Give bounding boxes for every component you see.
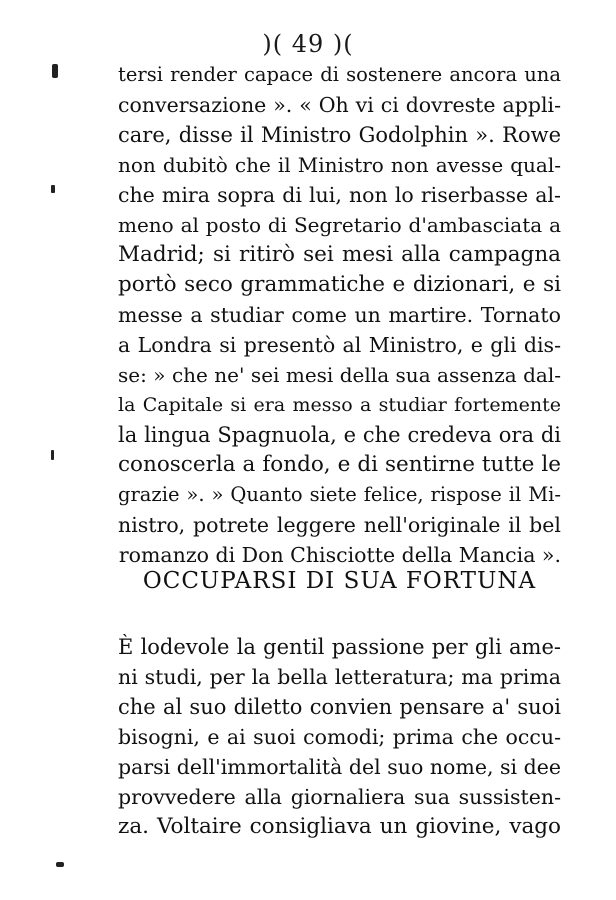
margin-mark: [56, 862, 64, 867]
text-line: la Capitale si era messo a studiar fortemente: [118, 394, 561, 416]
text-line: romanzo di Don Chisciotte della Mancia ».: [118, 543, 561, 567]
paragraph-2: [118, 632, 561, 842]
text-line: che al suo diletto convien pensare a' suoi: [118, 695, 561, 719]
margin-mark: [52, 64, 58, 78]
text-line: za. Voltaire consigliava un giovine, vago: [118, 814, 561, 839]
margin-mark: [51, 185, 55, 193]
text-line: meno al posto di Segretario d'ambasciata a: [118, 213, 561, 237]
text-line: bisogni, e ai suoi comodi; prima che occu-: [118, 725, 561, 749]
text-line: non dubitò che il Ministro non avesse qual-: [118, 153, 561, 177]
paragraph-1: [118, 60, 561, 570]
text-line: È lodevole la gentil passione per gli ame-: [118, 635, 561, 659]
text-line: conversazione ». « Oh vi ci dovreste appli-: [118, 93, 561, 117]
text-line: se: » che ne' sei mesi della sua assenza dal-: [118, 363, 561, 387]
text-line: la lingua Spagnuola, e che credeva ora di: [118, 423, 561, 447]
text-line: tersi render capace di sostenere ancora una: [118, 63, 561, 86]
page-number: )( 49 )(: [262, 30, 354, 58]
text-line: ni studi, per la bella letteratura; ma prima: [118, 665, 561, 689]
text-line: a Londra si presentò al Ministro, e gli dis-: [118, 333, 561, 357]
text-line: care, disse il Ministro Godolphin ». Rowe: [118, 123, 561, 147]
text-line: Madrid; si ritirò sei mesi alla campagna: [118, 242, 561, 267]
text-line: conoscerla a fondo, e di sentirne tutte le: [118, 452, 561, 477]
text-line: messe a studiar come un martire. Tornato: [118, 303, 561, 327]
text-line: nistro, potrete leggere nell'originale il bel: [118, 513, 561, 537]
margin-mark: [51, 450, 54, 460]
text-line: grazie ». » Quanto siete felice, rispose il Mi-: [118, 483, 561, 506]
text-line: parsi dell'immortalità del suo nome, si dee: [118, 755, 561, 779]
text-line: portò seco grammatiche e dizionari, e si: [118, 272, 561, 297]
text-line: che mira sopra di lui, non lo riserbasse al-: [118, 183, 561, 207]
text-line: provvedere alla giornaliera sua sussisten-: [118, 785, 561, 809]
section-heading: OCCUPARSI DI SUA FORTUNA: [142, 568, 537, 594]
